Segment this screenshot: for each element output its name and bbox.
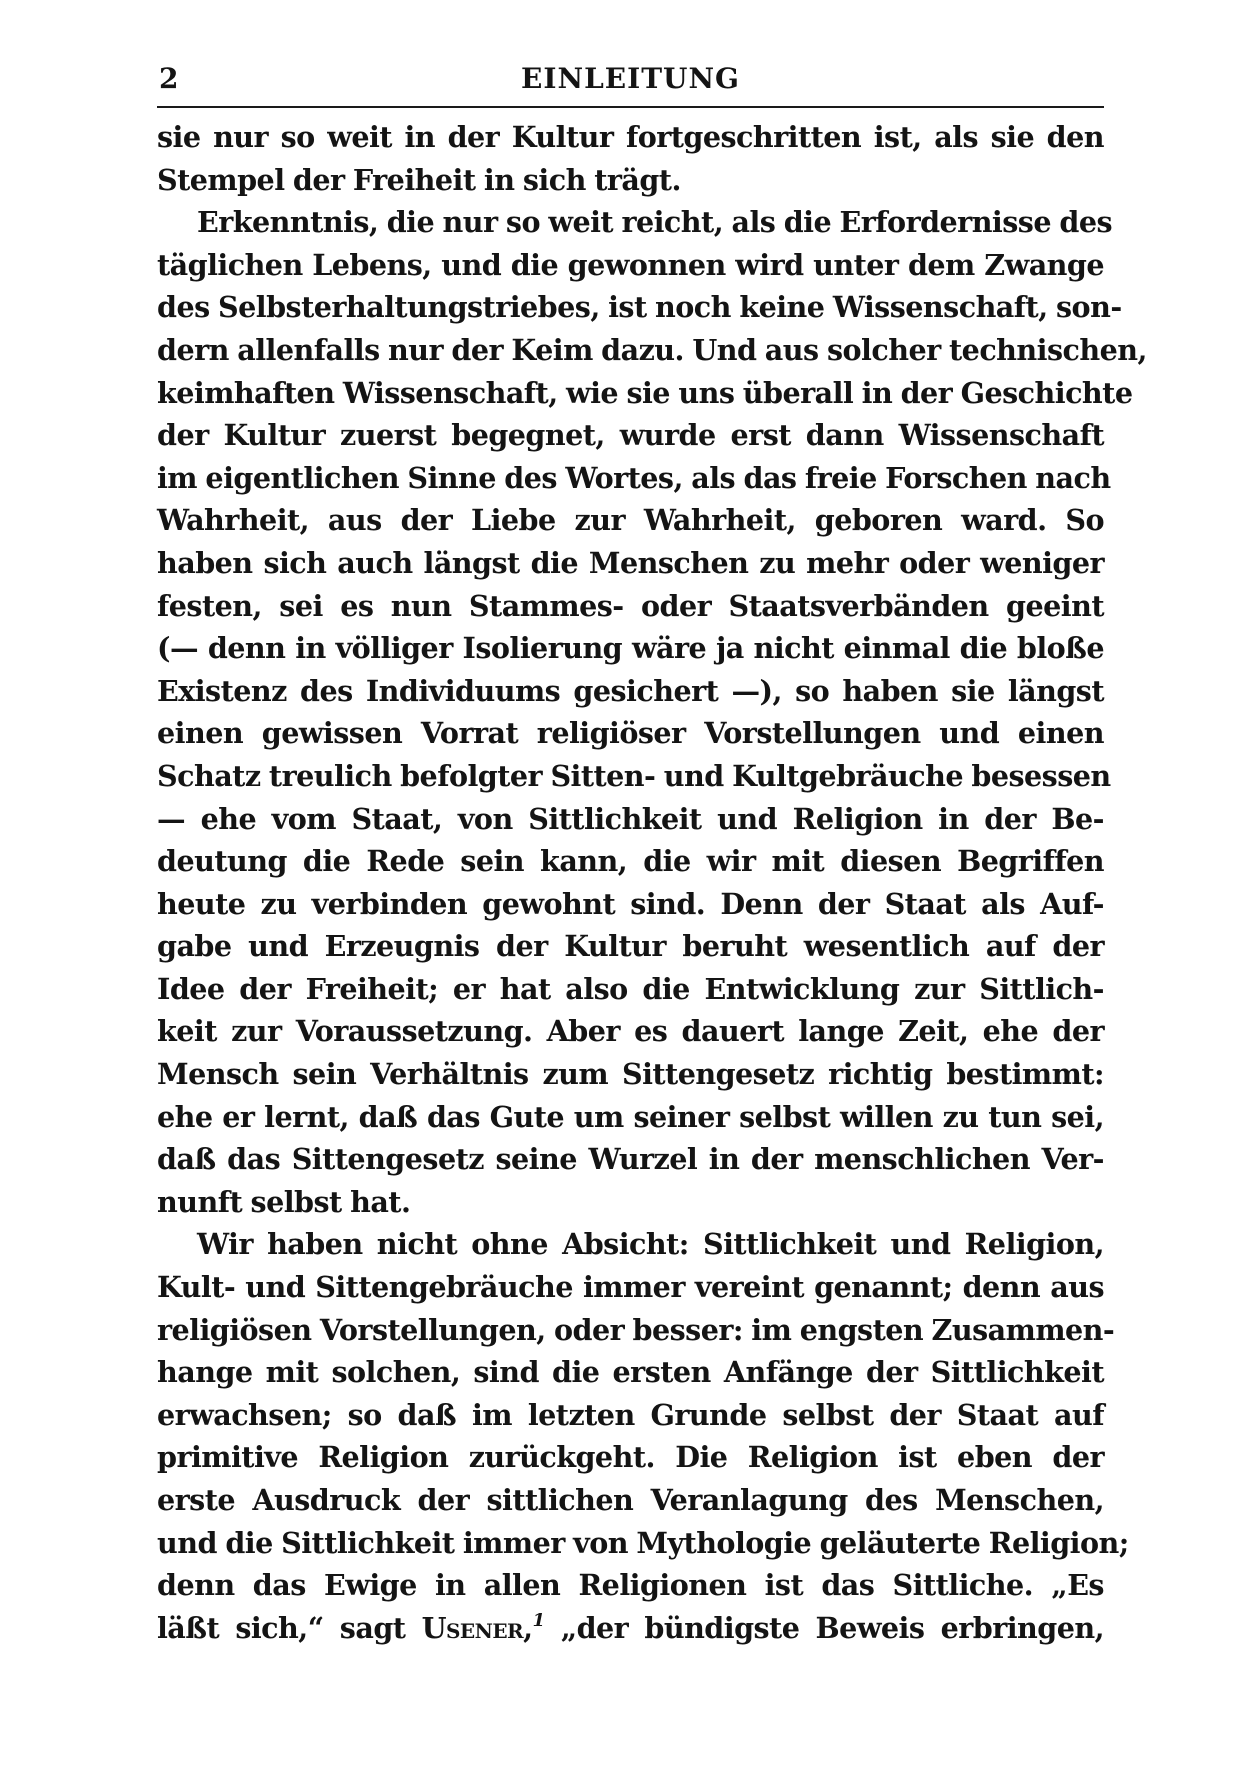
text-line: religiösen Vorstellungen, oder besser: im engsten Zusammen- [157,1312,1115,1347]
author-name: Usener, [421,1610,533,1645]
text-line: haben sich auch längst die Menschen zu mehr oder weniger [157,545,1104,580]
text-line: dern allenfalls nur der Keim dazu. Und aus solcher technischen, [157,332,1147,367]
final-line-end: „der bündigste Beweis erbringen, [544,1610,1104,1645]
text-line: erwachsen; so daß im letzten Grunde selbst der Staat auf [157,1397,1104,1432]
body-text [157,116,1147,1649]
text-line: deutung die Rede sein kann, die wir mit diesen Begriffen [157,844,1104,879]
text-line: Kult- und Sittengebräuche immer vereint genannt; denn aus [157,1270,1104,1305]
text-line: Wir haben nicht ohne Absicht: Sittlichkeit und Religion, [197,1227,1104,1262]
running-head: EINLEITUNG [521,62,740,95]
text-line: im eigentlichen Sinne des Wortes, als das freie Forschen nach [157,460,1111,495]
text-line: einen gewissen Vorrat religiöser Vorstellungen und einen [157,716,1104,751]
text-line: des Selbsterhaltungstriebes, ist noch keine Wissenschaft, son- [157,290,1122,325]
text-line: Existenz des Individuums gesichert —), so haben sie längst [157,673,1104,708]
text-line: und die Sittlichkeit immer von Mythologie geläuterte Religion; [157,1525,1129,1560]
text-line: (— denn in völliger Isolierung wäre ja nicht einmal die bloße [157,631,1104,666]
footnote-marker[interactable]: 1 [532,1609,545,1631]
text-line: täglichen Lebens, und die gewonnen wird unter dem Zwange [157,247,1104,282]
page-number: 2 [159,62,179,95]
text-line: Erkenntnis, die nur so weit reicht, als die Erfordernisse des [197,205,1113,240]
text-line-footnote [157,1607,1104,1650]
text-line: Idee der Freiheit; er hat also die Entwicklung zur Sittlich- [157,971,1104,1006]
text-line: — ehe vom Staat, von Sittlichkeit und Religion in der Be- [157,801,1104,836]
text-line: keit zur Voraussetzung. Aber es dauert lange Zeit, ehe der [157,1014,1104,1049]
text-line: keimhaften Wissenschaft, wie sie uns überall in der Geschichte [157,375,1133,410]
book-page [157,60,1147,1649]
final-line-start: läßt sich,“ sagt [157,1610,422,1645]
text-line: primitive Religion zurückgeht. Die Religion ist eben der [157,1440,1104,1475]
text-line: daß das Sittengesetz seine Wurzel in der menschlichen Ver- [157,1142,1104,1177]
text-line: hange mit solchen, sind die ersten Anfänge der Sittlichkeit [157,1355,1104,1390]
text-line: nunft selbst hat. [157,1184,411,1219]
text-line: sie nur so weit in der Kultur fortgeschritten ist, als sie den [157,120,1104,154]
text-line: Wahrheit, aus der Liebe zur Wahrheit, geboren ward. So [157,503,1104,538]
text-line: festen, sei es nun Stammes- oder Staatsverbänden geeint [157,588,1104,623]
text-line: Schatz treulich befolgter Sitten- und Kultgebräuche besessen [157,758,1111,793]
text-line: erste Ausdruck der sittlichen Veranlagung des Menschen, [157,1483,1104,1517]
text-line: denn das Ewige in allen Religionen ist das Sittliche. „Es [157,1568,1104,1603]
text-line: ehe er lernt, daß das Gute um seiner selbst willen zu tun sei, [157,1099,1104,1134]
text-line: gabe und Erzeugnis der Kultur beruht wesentlich auf der [157,929,1104,964]
text-line: Stempel der Freiheit in sich trägt. [157,162,681,197]
page-header [157,60,1104,108]
text-line: der Kultur zuerst begegnet, wurde erst dann Wissenschaft [157,418,1104,453]
text-line: heute zu verbinden gewohnt sind. Denn der Staat als Auf- [157,886,1104,921]
text-line: Mensch sein Verhältnis zum Sittengesetz richtig bestimmt: [157,1057,1104,1092]
